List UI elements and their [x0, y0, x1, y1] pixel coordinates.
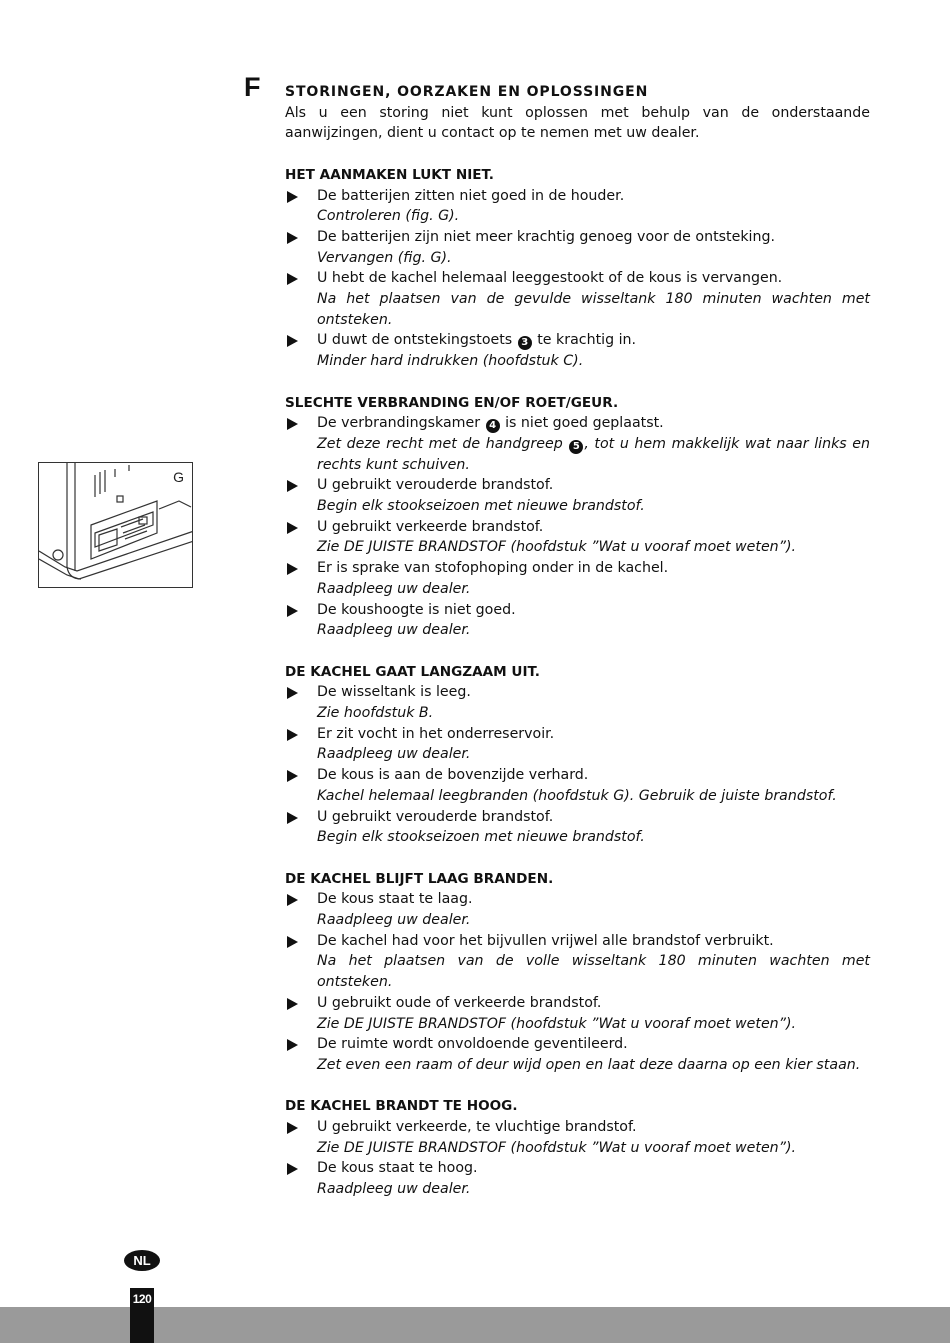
- bullet-arrow-icon: [287, 273, 298, 285]
- problem-cause: U gebruikt oude of verkeerde brandstof.: [317, 994, 602, 1011]
- problem-item: [285, 1034, 870, 1075]
- problem-remedy: Zie DE JUISTE BRANDSTOF (hoofdstuk ”Wat u vooraf moet weten”).: [317, 539, 797, 556]
- section-title: DE KACHEL BRANDT TE HOOG.: [285, 1098, 518, 1115]
- problem-cause: De koushoogte is niet goed.: [317, 601, 516, 618]
- problem-remedy: Minder hard indrukken (hoofdstuk C).: [317, 353, 584, 370]
- problem-item: [285, 558, 870, 599]
- problem-item: [285, 807, 870, 848]
- problem-cause: [317, 413, 870, 434]
- problem-cause: De kous staat te hoog.: [317, 1160, 478, 1177]
- problem-remedy: Zie DE JUISTE BRANDSTOF (hoofdstuk ”Wat u vooraf moet weten”).: [317, 1139, 797, 1156]
- troubleshooting-section: [285, 165, 870, 372]
- page-number: 120: [132, 1292, 152, 1306]
- bullet-arrow-icon: [287, 191, 298, 203]
- problem-remedy: Begin elk stookseizoen met nieuwe brandstof.: [317, 498, 645, 515]
- problem-cause-text-after: is niet goed geplaatst.: [505, 415, 664, 432]
- callout-number: 5: [569, 440, 583, 454]
- section-title: SLECHTE VERBRANDING EN/OF ROET/GEUR.: [285, 394, 619, 411]
- problem-remedy: Raadpleeg uw dealer.: [317, 1181, 471, 1198]
- problem-item: [285, 330, 870, 371]
- problem-cause: U hebt de kachel helemaal leeggestookt of de kous is vervangen.: [317, 270, 783, 287]
- problem-cause: Er zit vocht in het onderreservoir.: [317, 725, 555, 742]
- bullet-arrow-icon: [287, 687, 298, 699]
- problem-remedy: Raadpleeg uw dealer.: [317, 580, 471, 597]
- chapter-letter: F: [244, 72, 261, 102]
- troubleshooting-section: [285, 869, 870, 1076]
- troubleshooting-section: [285, 662, 870, 848]
- problem-item: [285, 1117, 870, 1158]
- language-badge: NL: [124, 1250, 160, 1271]
- problem-remedy: Vervangen (fig. G).: [317, 249, 452, 266]
- figure-g-battery-holder: [38, 462, 193, 588]
- problem-remedy-text-after: , tot u hem makkelijk wat naar links en rechts kunt schuiven.: [317, 435, 870, 473]
- problem-cause: Er is sprake van stofophoping onder in de kachel.: [317, 560, 669, 577]
- problem-cause: De batterijen zitten niet goed in de houder.: [317, 187, 625, 204]
- bullet-arrow-icon: [287, 1122, 298, 1134]
- bullet-arrow-icon: [287, 998, 298, 1010]
- bullet-arrow-icon: [287, 605, 298, 617]
- problem-item: [285, 475, 870, 516]
- bullet-arrow-icon: [287, 894, 298, 906]
- problem-item: [285, 889, 870, 930]
- problem-item: [285, 993, 870, 1034]
- callout-number: 3: [518, 336, 532, 350]
- bullet-arrow-icon: [287, 770, 298, 782]
- chapter-title: STORINGEN, OORZAKEN EN OPLOSSINGEN: [285, 84, 649, 100]
- section-title: HET AANMAKEN LUKT NIET.: [285, 166, 494, 183]
- problem-remedy-text-before: Zet deze recht met de handgreep: [317, 435, 563, 452]
- problem-item: [285, 682, 870, 723]
- heater-base-illustration: [39, 463, 193, 588]
- section-title: DE KACHEL GAAT LANGZAAM UIT.: [285, 663, 540, 680]
- problem-remedy: Controleren (fig. G).: [317, 208, 460, 225]
- problem-cause: De kachel had voor het bijvullen vrijwel alle brandstof verbruikt.: [317, 932, 774, 949]
- bullet-arrow-icon: [287, 812, 298, 824]
- problem-item: [285, 227, 870, 268]
- problem-item: [285, 724, 870, 765]
- problem-cause-text-before: De verbrandingskamer: [317, 415, 481, 432]
- problem-cause: U gebruikt verouderde brandstof.: [317, 477, 554, 494]
- problem-cause: De batterijen zijn niet meer krachtig genoeg voor de ontsteking.: [317, 228, 775, 245]
- problem-cause-text-after: te krachtig in.: [537, 332, 637, 349]
- problem-remedy: Zie DE JUISTE BRANDSTOF (hoofdstuk ”Wat u vooraf moet weten”).: [317, 1015, 797, 1032]
- bullet-arrow-icon: [287, 335, 298, 347]
- problem-cause: U gebruikt verkeerde, te vluchtige brandstof.: [317, 1119, 637, 1136]
- callout-number: 4: [486, 419, 500, 433]
- problem-remedy: Raadpleeg uw dealer.: [317, 912, 471, 929]
- problem-cause: De wisseltank is leeg.: [317, 684, 471, 701]
- problem-cause: U gebruikt verkeerde brandstof.: [317, 518, 544, 535]
- problem-remedy: [317, 434, 870, 475]
- problem-item: [285, 1158, 870, 1199]
- bullet-arrow-icon: [287, 1163, 298, 1175]
- problem-item: [285, 765, 870, 806]
- problem-remedy: Na het plaatsen van de volle wisseltank 180 minuten wachten met ontsteken.: [317, 953, 870, 991]
- problem-item: [285, 186, 870, 227]
- problem-remedy: Zet even een raam of deur wijd open en laat deze daarna op een kier staan.: [317, 1056, 861, 1073]
- intro-text: Als u een storing niet kunt oplossen met behulp van de onderstaande aanwijzingen, dient u contact op te nemen met uw dealer.: [285, 104, 870, 142]
- problem-remedy: Raadpleeg uw dealer.: [317, 746, 471, 763]
- problem-remedy: Kachel helemaal leegbranden (hoofdstuk G). Gebruik de juiste brandstof.: [317, 787, 837, 804]
- sections-container: [285, 165, 870, 1200]
- bullet-arrow-icon: [287, 563, 298, 575]
- problem-cause: De kous staat te laag.: [317, 891, 473, 908]
- problem-remedy: Raadpleeg uw dealer.: [317, 622, 471, 639]
- problem-cause: [317, 330, 870, 351]
- bullet-arrow-icon: [287, 729, 298, 741]
- troubleshooting-section: [285, 393, 870, 641]
- problem-item: [285, 931, 870, 993]
- bullet-arrow-icon: [287, 232, 298, 244]
- bullet-arrow-icon: [287, 936, 298, 948]
- problem-remedy: Na het plaatsen van de gevulde wisseltank 180 minuten wachten met ontsteken.: [317, 291, 870, 328]
- problem-cause: De ruimte wordt onvoldoende geventileerd.: [317, 1036, 628, 1053]
- section-title: DE KACHEL BLIJFT LAAG BRANDEN.: [285, 870, 554, 887]
- problem-cause: U gebruikt verouderde brandstof.: [317, 808, 554, 825]
- problem-cause: De kous is aan de bovenzijde verhard.: [317, 767, 589, 784]
- bullet-arrow-icon: [287, 480, 298, 492]
- problem-item: [285, 413, 870, 475]
- problem-remedy: Begin elk stookseizoen met nieuwe brandstof.: [317, 829, 645, 846]
- problem-cause-text-before: U duwt de ontstekingstoets: [317, 332, 513, 349]
- problem-item: [285, 268, 870, 330]
- troubleshooting-content: [285, 82, 870, 1200]
- problem-item: [285, 600, 870, 641]
- bullet-arrow-icon: [287, 418, 298, 430]
- figure-label: G: [173, 469, 184, 485]
- bullet-arrow-icon: [287, 522, 298, 534]
- bullet-arrow-icon: [287, 1039, 298, 1051]
- problem-remedy: Zie hoofdstuk B.: [317, 705, 434, 722]
- problem-item: [285, 517, 870, 558]
- troubleshooting-section: [285, 1096, 870, 1200]
